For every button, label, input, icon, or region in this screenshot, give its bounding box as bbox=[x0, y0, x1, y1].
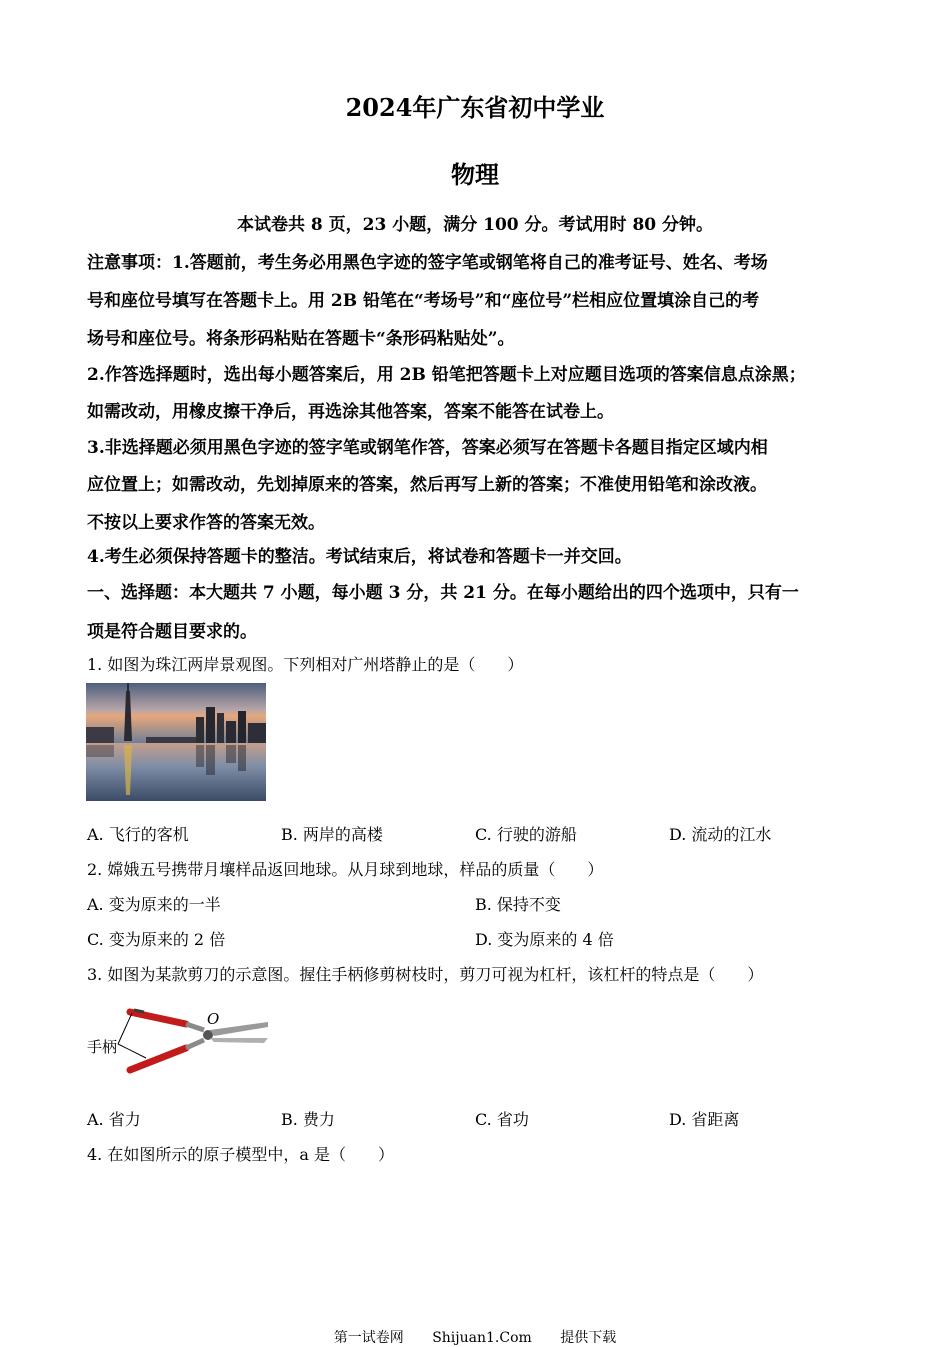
question-stem: 4. 在如图所示的原子模型中，a 是（ ） bbox=[87, 1145, 394, 1164]
note-line: 场号和座位号。将条形码粘贴在答题卡“条形码粘贴处”。 bbox=[87, 329, 515, 349]
exam-summary: 本试卷共 8 页，23 小题，满分 100 分。考试用时 80 分钟。 bbox=[236, 215, 714, 235]
section-heading: 项是符合题目要求的。 bbox=[87, 622, 257, 642]
note-line: 2.作答选择题时，选出每小题答案后，用 2B 铅笔把答题卡上对应题目选项的答案信息点涂黑； bbox=[87, 365, 806, 385]
note-line: 3.非选择题必须用黑色字迹的签字笔或钢笔作答，答案必须写在答题卡各题目指定区域内相 bbox=[87, 438, 768, 458]
option-d: D. 省距离 bbox=[669, 1110, 740, 1129]
pivot-label: O bbox=[207, 1010, 220, 1028]
option-d: D. 变为原来的 4 倍 bbox=[475, 930, 614, 949]
note-line: 4.考生必须保持答题卡的整洁。考试结束后，将试卷和答题卡一并交回。 bbox=[87, 547, 632, 567]
footer-site-en: Shijuan1.Com bbox=[432, 1330, 532, 1346]
footer-site-cn: 第一试卷网 bbox=[333, 1330, 404, 1346]
option-c: C. 行驶的游船 bbox=[475, 825, 577, 844]
question-stem: 1. 如图为珠江两岸景观图。下列相对广州塔静止的是（ ） bbox=[87, 655, 524, 674]
note-line: 号和座位号填写在答题卡上。用 2B 铅笔在“考场号”和“座位号”栏相应位置填涂自己的考 bbox=[87, 291, 760, 311]
note-line: 不按以上要求作答的答案无效。 bbox=[87, 513, 325, 533]
option-a: A. 省力 bbox=[87, 1110, 141, 1129]
option-b: B. 两岸的高楼 bbox=[281, 825, 383, 844]
question-stem: 3. 如图为某款剪刀的示意图。握住手柄修剪树枝时，剪刀可视为杠杆，该杠杆的特点是（ ） bbox=[87, 965, 764, 984]
option-c: C. 变为原来的 2 倍 bbox=[87, 930, 226, 949]
pearl-river-photo bbox=[86, 683, 266, 801]
page-footer bbox=[0, 1327, 950, 1347]
subject-title: 物理 bbox=[451, 160, 499, 189]
exam-title: 2024年广东省初中学业 bbox=[345, 93, 605, 122]
option-b: B. 费力 bbox=[281, 1110, 335, 1129]
option-b: B. 保持不变 bbox=[475, 895, 561, 914]
handle-label: 手柄 bbox=[87, 1038, 118, 1056]
note-line: 如需改动，用橡皮擦干净后，再选涂其他答案，答案不能答在试卷上。 bbox=[87, 402, 614, 422]
note-line: 应位置上；如需改动，先划掉原来的答案，然后再写上新的答案；不准使用铅笔和涂改液。 bbox=[87, 475, 767, 495]
question-stem: 2. 嫦娥五号携带月壤样品返回地球。从月球到地球，样品的质量（ ） bbox=[87, 860, 604, 879]
section-heading: 一、选择题：本大题共 7 小题，每小题 3 分，共 21 分。在每小题给出的四个选项中，只有一 bbox=[87, 583, 799, 603]
option-c: C. 省功 bbox=[475, 1110, 529, 1129]
note-line: 注意事项：1.答题前，考生务必用黑色字迹的签字笔或钢笔将自己的准考证号、姓名、考场 bbox=[87, 253, 768, 273]
option-a: A. 变为原来的一半 bbox=[87, 895, 221, 914]
footer-note: 提供下载 bbox=[560, 1330, 617, 1346]
option-a: A. 飞行的客机 bbox=[87, 825, 189, 844]
option-d: D. 流动的江水 bbox=[669, 825, 772, 844]
